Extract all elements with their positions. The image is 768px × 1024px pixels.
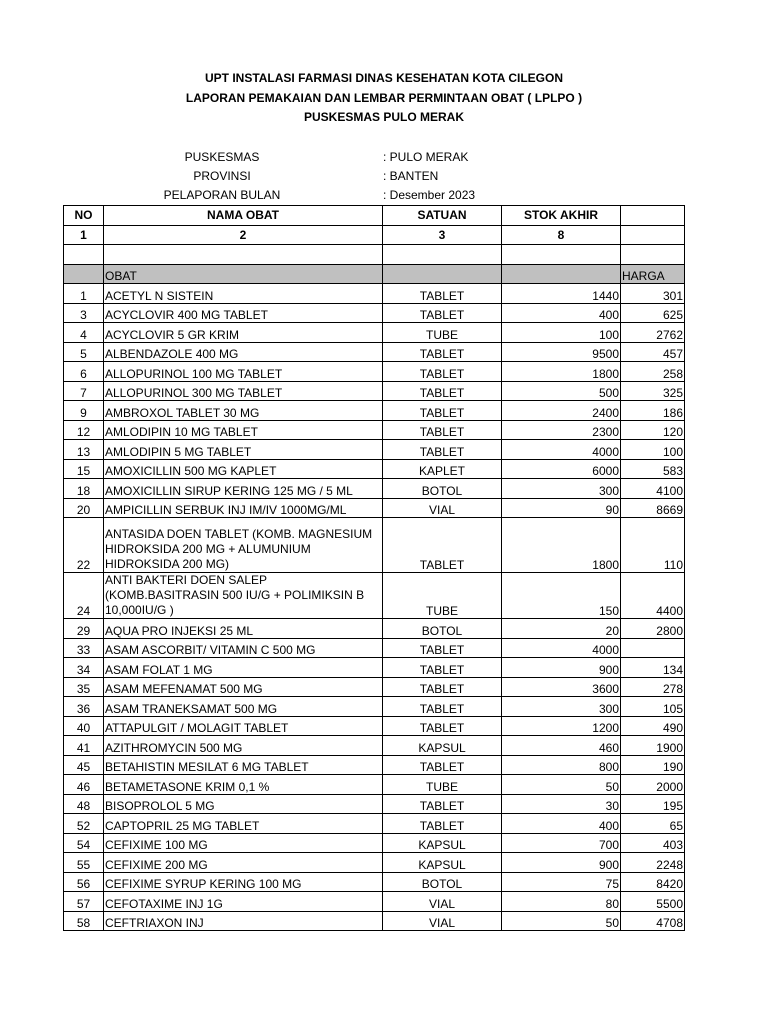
row-no: 13 — [64, 440, 104, 460]
row-satuan: BOTOL — [383, 479, 502, 499]
row-no: 48 — [64, 794, 104, 814]
row-no: 9 — [64, 401, 104, 421]
row-harga: 4100 — [621, 479, 685, 499]
row-stok-akhir: 6000 — [502, 459, 621, 479]
table-row — [64, 619, 685, 639]
row-stok-akhir: 75 — [502, 872, 621, 892]
row-harga: 8669 — [621, 498, 685, 518]
row-no: 35 — [64, 677, 104, 697]
row-nama-obat: ASAM TRANEKSAMAT 500 MG — [104, 697, 383, 717]
row-no: 15 — [64, 459, 104, 479]
row-nama-obat: AMPICILLIN SERBUK INJ IM/IV 1000MG/ML — [104, 498, 383, 518]
row-no: 20 — [64, 498, 104, 518]
row-harga: 110 — [621, 518, 685, 573]
row-satuan: VIAL — [383, 911, 502, 931]
row-nama-obat: BISOPROLOL 5 MG — [104, 794, 383, 814]
row-nama-obat: ACETYL N SISTEIN — [104, 284, 383, 304]
row-stok-akhir: 50 — [502, 775, 621, 795]
report-title-line3: PUSKESMAS PULO MERAK — [303, 110, 464, 124]
row-harga: 2762 — [621, 323, 685, 343]
row-stok-akhir: 9500 — [502, 342, 621, 362]
row-satuan: TABLET — [383, 755, 502, 775]
row-nama-obat: ANTI BAKTERI DOEN SALEP (KOMB.BASITRASIN 500 IU/G + POLIMIKSIN B 10,000IU/G ) — [104, 573, 383, 619]
row-nama-obat: ALLOPURINOL 100 MG TABLET — [104, 362, 383, 382]
row-no: 40 — [64, 716, 104, 736]
section-label: OBAT — [104, 264, 383, 284]
bulan-label: PELAPORAN BULAN — [163, 188, 281, 202]
row-satuan: TABLET — [383, 401, 502, 421]
table-row — [64, 872, 685, 892]
row-no: 58 — [64, 911, 104, 931]
row-harga: 1900 — [621, 736, 685, 756]
row-nama-obat: CEFIXIME 100 MG — [104, 833, 383, 853]
row-no: 54 — [64, 833, 104, 853]
row-no: 41 — [64, 736, 104, 756]
row-satuan: TUBE — [383, 775, 502, 795]
colnum-blank — [621, 225, 685, 245]
row-stok-akhir: 1200 — [502, 716, 621, 736]
table-row — [64, 833, 685, 853]
row-harga: 2800 — [621, 619, 685, 639]
row-harga: 301 — [621, 284, 685, 304]
table-row — [64, 459, 685, 479]
table-header-row — [64, 206, 685, 226]
row-stok-akhir: 800 — [502, 755, 621, 775]
section-row — [64, 264, 685, 284]
row-no: 6 — [64, 362, 104, 382]
row-nama-obat: AMLODIPIN 10 MG TABLET — [104, 420, 383, 440]
table-row — [64, 518, 685, 573]
row-harga: 490 — [621, 716, 685, 736]
row-satuan: KAPSUL — [383, 853, 502, 873]
row-stok-akhir: 4000 — [502, 638, 621, 658]
table-row — [64, 658, 685, 678]
table-row — [64, 440, 685, 460]
table-row — [64, 736, 685, 756]
row-no: 34 — [64, 658, 104, 678]
table-row — [64, 479, 685, 499]
row-stok-akhir: 400 — [502, 814, 621, 834]
row-nama-obat: AZITHROMYCIN 500 MG — [104, 736, 383, 756]
row-harga: 2000 — [621, 775, 685, 795]
row-nama-obat: ASAM MEFENAMAT 500 MG — [104, 677, 383, 697]
row-stok-akhir: 3600 — [502, 677, 621, 697]
table-row — [64, 911, 685, 931]
table-row — [64, 323, 685, 343]
row-nama-obat: AMBROXOL TABLET 30 MG — [104, 401, 383, 421]
drug-table — [63, 205, 685, 931]
row-no: 55 — [64, 853, 104, 873]
table-row — [64, 755, 685, 775]
row-harga: 457 — [621, 342, 685, 362]
row-harga: 190 — [621, 755, 685, 775]
table-row — [64, 638, 685, 658]
row-nama-obat: AMOXICILLIN 500 MG KAPLET — [104, 459, 383, 479]
row-satuan: KAPLET — [383, 459, 502, 479]
row-stok-akhir: 80 — [502, 892, 621, 912]
row-stok-akhir: 4000 — [502, 440, 621, 460]
row-satuan: TUBE — [383, 323, 502, 343]
row-satuan: TABLET — [383, 716, 502, 736]
row-nama-obat: BETAHISTIN MESILAT 6 MG TABLET — [104, 755, 383, 775]
header-no: NO — [64, 206, 104, 226]
row-no: 46 — [64, 775, 104, 795]
row-harga: 105 — [621, 697, 685, 717]
table-row — [64, 284, 685, 304]
row-stok-akhir: 20 — [502, 619, 621, 639]
row-no: 56 — [64, 872, 104, 892]
row-satuan: TABLET — [383, 518, 502, 573]
row-stok-akhir: 300 — [502, 697, 621, 717]
row-satuan: TABLET — [383, 677, 502, 697]
row-stok-akhir: 700 — [502, 833, 621, 853]
row-satuan: KAPSUL — [383, 736, 502, 756]
table-row — [64, 573, 685, 619]
row-harga: 258 — [621, 362, 685, 382]
row-stok-akhir: 1800 — [502, 518, 621, 573]
header-stok-akhir: STOK AKHIR — [502, 206, 621, 226]
row-no: 29 — [64, 619, 104, 639]
row-nama-obat: ANTASIDA DOEN TABLET (KOMB. MAGNESIUM HIDROKSIDA 200 MG + ALUMUNIUM HIDROKSIDA 200 MG) — [104, 518, 383, 573]
row-satuan: KAPSUL — [383, 833, 502, 853]
empty-row — [64, 245, 685, 265]
row-stok-akhir: 30 — [502, 794, 621, 814]
table-row — [64, 362, 685, 382]
row-satuan: TABLET — [383, 381, 502, 401]
row-no: 24 — [64, 573, 104, 619]
row-stok-akhir: 50 — [502, 911, 621, 931]
row-stok-akhir: 1800 — [502, 362, 621, 382]
row-satuan: TABLET — [383, 814, 502, 834]
row-no: 52 — [64, 814, 104, 834]
row-satuan: TABLET — [383, 440, 502, 460]
row-stok-akhir: 2300 — [502, 420, 621, 440]
row-satuan: TABLET — [383, 794, 502, 814]
table-number-row — [64, 225, 685, 245]
row-satuan: TABLET — [383, 638, 502, 658]
colnum-satuan: 3 — [383, 225, 502, 245]
report-title-line1: UPT INSTALASI FARMASI DINAS KESEHATAN KOTA CILEGON — [204, 71, 563, 85]
row-harga: 134 — [621, 658, 685, 678]
table-row — [64, 498, 685, 518]
table-row — [64, 892, 685, 912]
table-row — [64, 401, 685, 421]
row-no: 3 — [64, 303, 104, 323]
row-harga: 8420 — [621, 872, 685, 892]
table-row — [64, 420, 685, 440]
row-nama-obat: ALBENDAZOLE 400 MG — [104, 342, 383, 362]
row-satuan: TABLET — [383, 697, 502, 717]
table-row — [64, 716, 685, 736]
row-stok-akhir: 500 — [502, 381, 621, 401]
row-nama-obat: CEFOTAXIME INJ 1G — [104, 892, 383, 912]
row-harga: 65 — [621, 814, 685, 834]
bulan-value: : Desember 2023 — [383, 188, 476, 202]
row-harga: 325 — [621, 381, 685, 401]
table-row — [64, 853, 685, 873]
row-nama-obat: ACYCLOVIR 5 GR KRIM — [104, 323, 383, 343]
row-harga: 195 — [621, 794, 685, 814]
row-no: 36 — [64, 697, 104, 717]
row-stok-akhir: 1440 — [502, 284, 621, 304]
row-satuan: TABLET — [383, 420, 502, 440]
row-nama-obat: ASAM FOLAT 1 MG — [104, 658, 383, 678]
row-no: 4 — [64, 323, 104, 343]
table-row — [64, 381, 685, 401]
colnum-stok: 8 — [502, 225, 621, 245]
row-stok-akhir: 150 — [502, 573, 621, 619]
table-row — [64, 697, 685, 717]
row-harga: 5500 — [621, 892, 685, 912]
row-stok-akhir: 2400 — [502, 401, 621, 421]
row-no: 5 — [64, 342, 104, 362]
row-no: 33 — [64, 638, 104, 658]
row-no: 18 — [64, 479, 104, 499]
row-harga: 2248 — [621, 853, 685, 873]
table-row — [64, 303, 685, 323]
row-satuan: TABLET — [383, 342, 502, 362]
colnum-no: 1 — [64, 225, 104, 245]
row-no: 45 — [64, 755, 104, 775]
row-no: 57 — [64, 892, 104, 912]
row-satuan: TABLET — [383, 303, 502, 323]
row-nama-obat: AQUA PRO INJEKSI 25 ML — [104, 619, 383, 639]
row-harga: 120 — [621, 420, 685, 440]
row-nama-obat: BETAMETASONE KRIM 0,1 % — [104, 775, 383, 795]
harga-header: HARGA — [621, 264, 685, 284]
report-title-line2: LAPORAN PEMAKAIAN DAN LEMBAR PERMINTAAN OBAT ( LPLPO ) — [185, 91, 583, 105]
row-harga: 583 — [621, 459, 685, 479]
row-nama-obat: ATTAPULGIT / MOLAGIT TABLET — [104, 716, 383, 736]
row-stok-akhir: 400 — [502, 303, 621, 323]
header-nama-obat: NAMA OBAT — [104, 206, 383, 226]
row-satuan: VIAL — [383, 892, 502, 912]
row-no: 22 — [64, 518, 104, 573]
header-satuan: SATUAN — [383, 206, 502, 226]
row-harga: 100 — [621, 440, 685, 460]
provinsi-value: : BANTEN — [383, 169, 439, 183]
row-stok-akhir: 900 — [502, 853, 621, 873]
row-harga: 625 — [621, 303, 685, 323]
row-satuan: VIAL — [383, 498, 502, 518]
row-no: 7 — [64, 381, 104, 401]
row-harga: 4708 — [621, 911, 685, 931]
row-nama-obat: CEFIXIME 200 MG — [104, 853, 383, 873]
row-stok-akhir: 460 — [502, 736, 621, 756]
row-no: 12 — [64, 420, 104, 440]
table-row — [64, 775, 685, 795]
row-stok-akhir: 100 — [502, 323, 621, 343]
row-nama-obat: CEFIXIME SYRUP KERING 100 MG — [104, 872, 383, 892]
row-nama-obat: AMLODIPIN 5 MG TABLET — [104, 440, 383, 460]
table-row — [64, 794, 685, 814]
row-stok-akhir: 900 — [502, 658, 621, 678]
row-harga: 403 — [621, 833, 685, 853]
row-nama-obat: ASAM ASCORBIT/ VITAMIN C 500 MG — [104, 638, 383, 658]
row-harga: 278 — [621, 677, 685, 697]
row-stok-akhir: 90 — [502, 498, 621, 518]
row-satuan: TABLET — [383, 284, 502, 304]
header-blank — [621, 206, 685, 226]
row-harga: 186 — [621, 401, 685, 421]
row-satuan: TUBE — [383, 573, 502, 619]
row-satuan: BOTOL — [383, 872, 502, 892]
colnum-nama: 2 — [104, 225, 383, 245]
row-no: 1 — [64, 284, 104, 304]
row-harga — [621, 638, 685, 658]
table-row — [64, 677, 685, 697]
row-stok-akhir: 300 — [502, 479, 621, 499]
row-nama-obat: ACYCLOVIR 400 MG TABLET — [104, 303, 383, 323]
row-satuan: BOTOL — [383, 619, 502, 639]
row-harga: 4400 — [621, 573, 685, 619]
table-row — [64, 814, 685, 834]
row-nama-obat: CAPTOPRIL 25 MG TABLET — [104, 814, 383, 834]
provinsi-label: PROVINSI — [193, 169, 251, 183]
puskesmas-label: PUSKESMAS — [184, 150, 260, 164]
row-nama-obat: AMOXICILLIN SIRUP KERING 125 MG / 5 ML — [104, 479, 383, 499]
row-satuan: TABLET — [383, 658, 502, 678]
row-nama-obat: CEFTRIAXON INJ — [104, 911, 383, 931]
row-nama-obat: ALLOPURINOL 300 MG TABLET — [104, 381, 383, 401]
row-satuan: TABLET — [383, 362, 502, 382]
puskesmas-value: : PULO MERAK — [383, 150, 469, 164]
table-row — [64, 342, 685, 362]
